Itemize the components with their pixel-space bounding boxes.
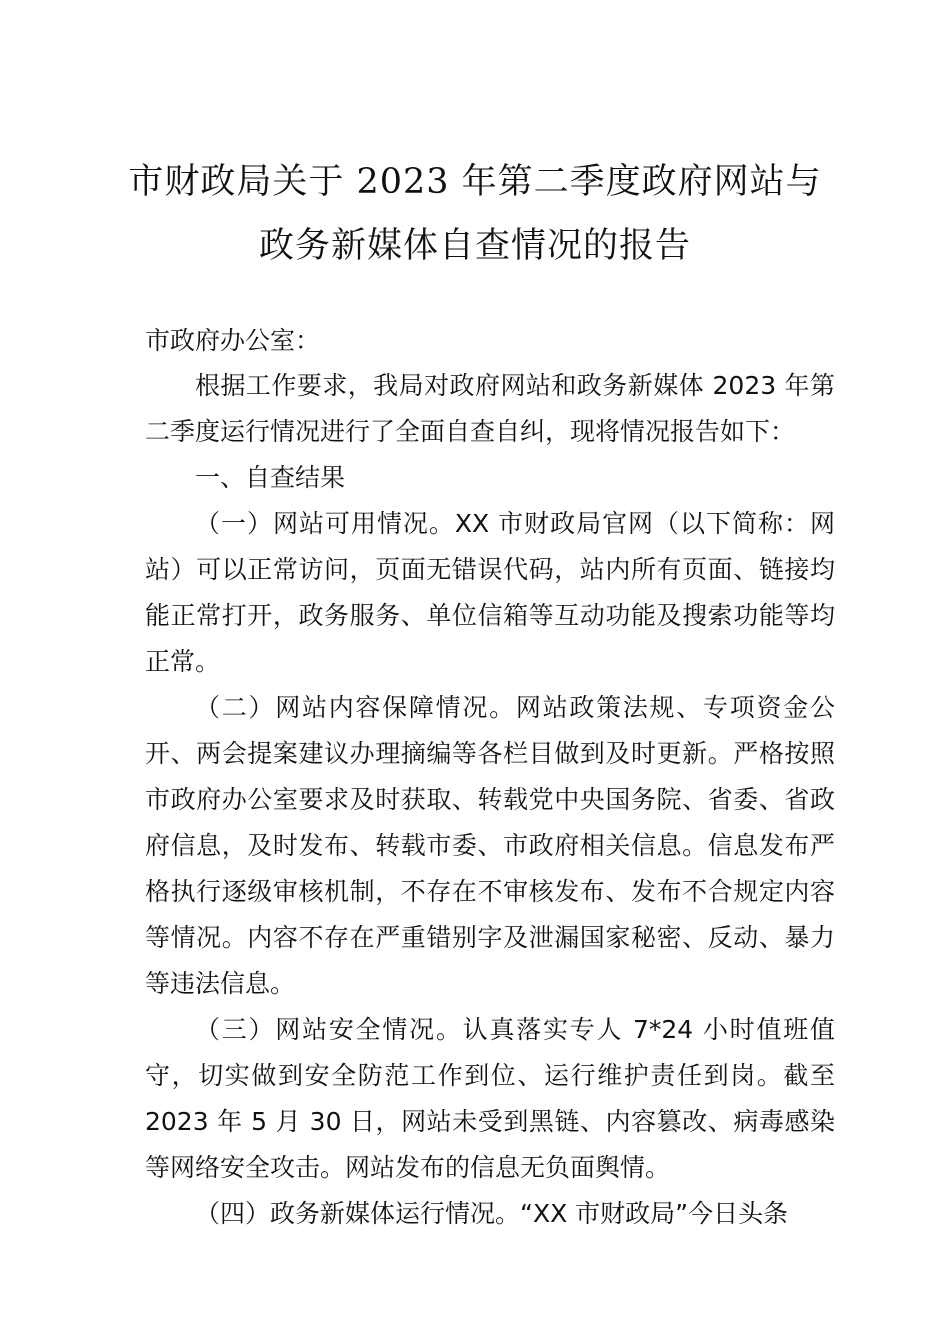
document-body — [145, 363, 835, 1237]
paragraph-new-media: （四）政务新媒体运行情况。“XX 市财政局”今日头条 — [195, 1199, 789, 1228]
document-title-line1: 市财政局关于 2023 年第二季度政府网站与 — [128, 162, 822, 202]
paragraph-content-guarantee: （二）网站内容保障情况。网站政策法规、专项资金公开、两会提案建议办理摘编等各栏目做到及时更新。严格按照市政府办公室要求及时获取、转载党中央国务院、省委、省政府信息，及时发布、转载市委、市政府相关信息。信息发布严格执行逐级审核机制，不存在不审核发布、发布不合规定内容等情况。内容不存在严重错别字及泄漏国家秘密、反动、暴力等违法信息。 — [145, 693, 835, 998]
intro-paragraph: 根据工作要求，我局对政府网站和政务新媒体 2023 年第二季度运行情况进行了全面自查自纠，现将情况报告如下： — [145, 371, 835, 446]
paragraph-website-security: （三）网站安全情况。认真落实专人 7*24 小时值班值守，切实做到安全防范工作到位、运行维护责任到岗。截至 2023 年 5 月 30 日，网站未受到黑链、内容篡改、病毒感染等网络安全攻击。网站发布的信息无负面舆情。 — [145, 1015, 835, 1182]
paragraph-website-availability: （一）网站可用情况。XX 市财政局官网（以下简称：网站）可以正常访问，页面无错误代码，站内所有页面、链接均能正常打开，政务服务、单位信箱等互动功能及搜索功能等均正常。 — [145, 509, 835, 676]
salutation: 市政府办公室： — [145, 326, 321, 355]
section-heading: 一、自查结果 — [195, 463, 346, 492]
document-title-line2: 政务新媒体自查情况的报告 — [258, 226, 691, 266]
